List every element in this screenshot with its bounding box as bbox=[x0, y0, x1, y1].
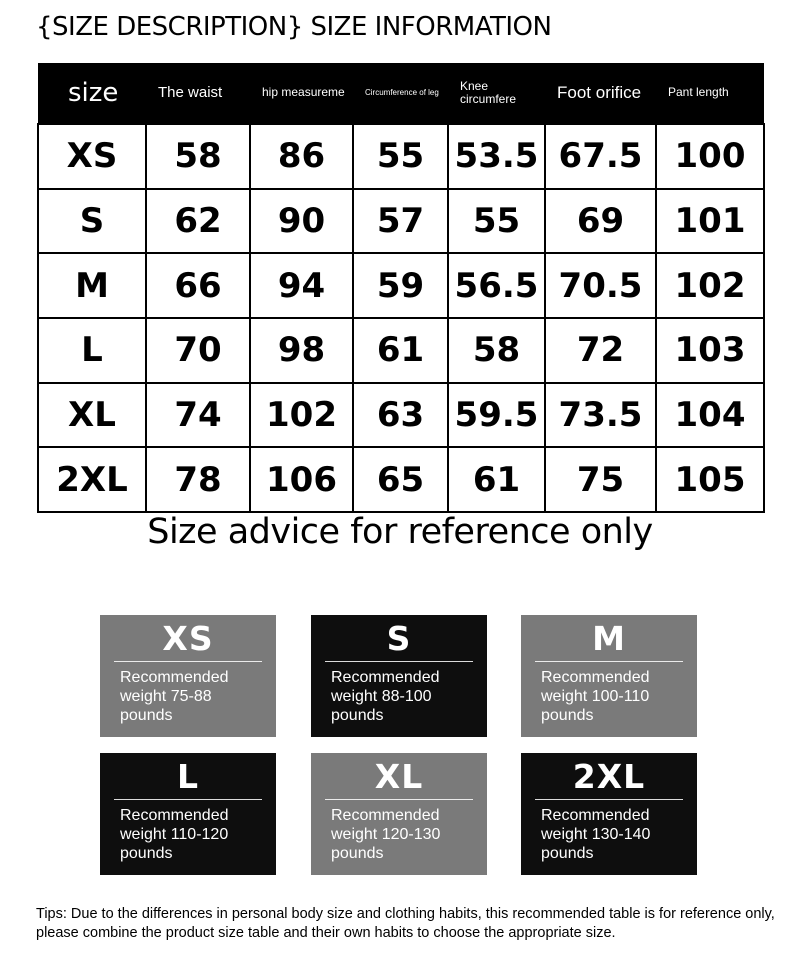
size-label: S bbox=[38, 189, 146, 254]
size-card-2xl bbox=[521, 753, 697, 875]
card-size-label: S bbox=[386, 619, 412, 658]
card-size-label: XL bbox=[374, 757, 424, 796]
leg-value: 63 bbox=[353, 383, 448, 448]
length-value: 100 bbox=[656, 124, 764, 189]
waist-value: 58 bbox=[146, 124, 250, 189]
card-divider bbox=[535, 799, 683, 800]
size-label: 2XL bbox=[38, 447, 146, 512]
column-header-foot: Foot orifice bbox=[545, 63, 656, 124]
card-divider bbox=[114, 799, 262, 800]
column-header-size: size bbox=[38, 63, 146, 124]
tips-text: Tips: Due to the differences in personal body size and clothing habits, this recommended table is for reference only, please combine the product size table and their own habits to choose the appropriate size. bbox=[36, 906, 775, 941]
waist-value: 74 bbox=[146, 383, 250, 448]
column-header-knee: Knee circumfere bbox=[448, 63, 545, 124]
card-recommendation: Recommended weight 120-130 pounds bbox=[331, 807, 441, 862]
foot-value: 73.5 bbox=[545, 383, 656, 448]
column-header-leg: Circumference of leg bbox=[353, 63, 448, 124]
card-size-label: M bbox=[592, 619, 626, 658]
size-card-l bbox=[100, 753, 276, 875]
size-table bbox=[37, 63, 765, 513]
hip-value: 90 bbox=[250, 189, 353, 254]
knee-value: 61 bbox=[448, 447, 545, 512]
foot-value: 75 bbox=[545, 447, 656, 512]
waist-value: 62 bbox=[146, 189, 250, 254]
table-header-row bbox=[38, 63, 764, 124]
card-recommendation: Recommended weight 130-140 pounds bbox=[541, 807, 651, 862]
size-label: M bbox=[38, 253, 146, 318]
hip-value: 98 bbox=[250, 318, 353, 383]
size-card-m bbox=[521, 615, 697, 737]
waist-value: 70 bbox=[146, 318, 250, 383]
knee-value: 55 bbox=[448, 189, 545, 254]
column-header-waist: The waist bbox=[146, 63, 250, 124]
leg-value: 61 bbox=[353, 318, 448, 383]
leg-value: 57 bbox=[353, 189, 448, 254]
page-title: {SIZE DESCRIPTION} SIZE INFORMATION bbox=[36, 12, 552, 42]
card-divider bbox=[114, 661, 262, 662]
length-value: 104 bbox=[656, 383, 764, 448]
card-divider bbox=[325, 661, 473, 662]
leg-value: 65 bbox=[353, 447, 448, 512]
card-recommendation: Recommended weight 88-100 pounds bbox=[331, 669, 440, 724]
length-value: 102 bbox=[656, 253, 764, 318]
hip-value: 102 bbox=[250, 383, 353, 448]
foot-value: 72 bbox=[545, 318, 656, 383]
table-row bbox=[38, 383, 764, 448]
column-header-hip: hip measureme bbox=[250, 63, 353, 124]
knee-value: 59.5 bbox=[448, 383, 545, 448]
foot-value: 67.5 bbox=[545, 124, 656, 189]
size-label: XS bbox=[38, 124, 146, 189]
card-size-label: XS bbox=[162, 619, 214, 658]
hip-value: 94 bbox=[250, 253, 353, 318]
card-recommendation: Recommended weight 75-88 pounds bbox=[120, 669, 229, 724]
knee-value: 56.5 bbox=[448, 253, 545, 318]
size-card-s bbox=[311, 615, 487, 737]
leg-value: 55 bbox=[353, 124, 448, 189]
knee-value: 58 bbox=[448, 318, 545, 383]
length-value: 103 bbox=[656, 318, 764, 383]
waist-value: 66 bbox=[146, 253, 250, 318]
card-divider bbox=[535, 661, 683, 662]
card-size-label: L bbox=[176, 757, 200, 796]
size-card-xl bbox=[311, 753, 487, 875]
hip-value: 106 bbox=[250, 447, 353, 512]
size-card-xs bbox=[100, 615, 276, 737]
table-row bbox=[38, 318, 764, 383]
waist-value: 78 bbox=[146, 447, 250, 512]
knee-value: 53.5 bbox=[448, 124, 545, 189]
table-row bbox=[38, 189, 764, 254]
hip-value: 86 bbox=[250, 124, 353, 189]
card-divider bbox=[325, 799, 473, 800]
card-recommendation: Recommended weight 100-110 pounds bbox=[541, 669, 650, 724]
card-size-label: 2XL bbox=[572, 757, 646, 796]
length-value: 105 bbox=[656, 447, 764, 512]
size-label: XL bbox=[38, 383, 146, 448]
table-row bbox=[38, 447, 764, 512]
table-row bbox=[38, 124, 764, 189]
length-value: 101 bbox=[656, 189, 764, 254]
leg-value: 59 bbox=[353, 253, 448, 318]
column-header-length: Pant length bbox=[656, 63, 764, 124]
size-label: L bbox=[38, 318, 146, 383]
foot-value: 70.5 bbox=[545, 253, 656, 318]
table-row bbox=[38, 253, 764, 318]
advice-heading: Size advice for reference only bbox=[147, 512, 653, 552]
card-recommendation: Recommended weight 110-120 pounds bbox=[120, 807, 229, 862]
foot-value: 69 bbox=[545, 189, 656, 254]
